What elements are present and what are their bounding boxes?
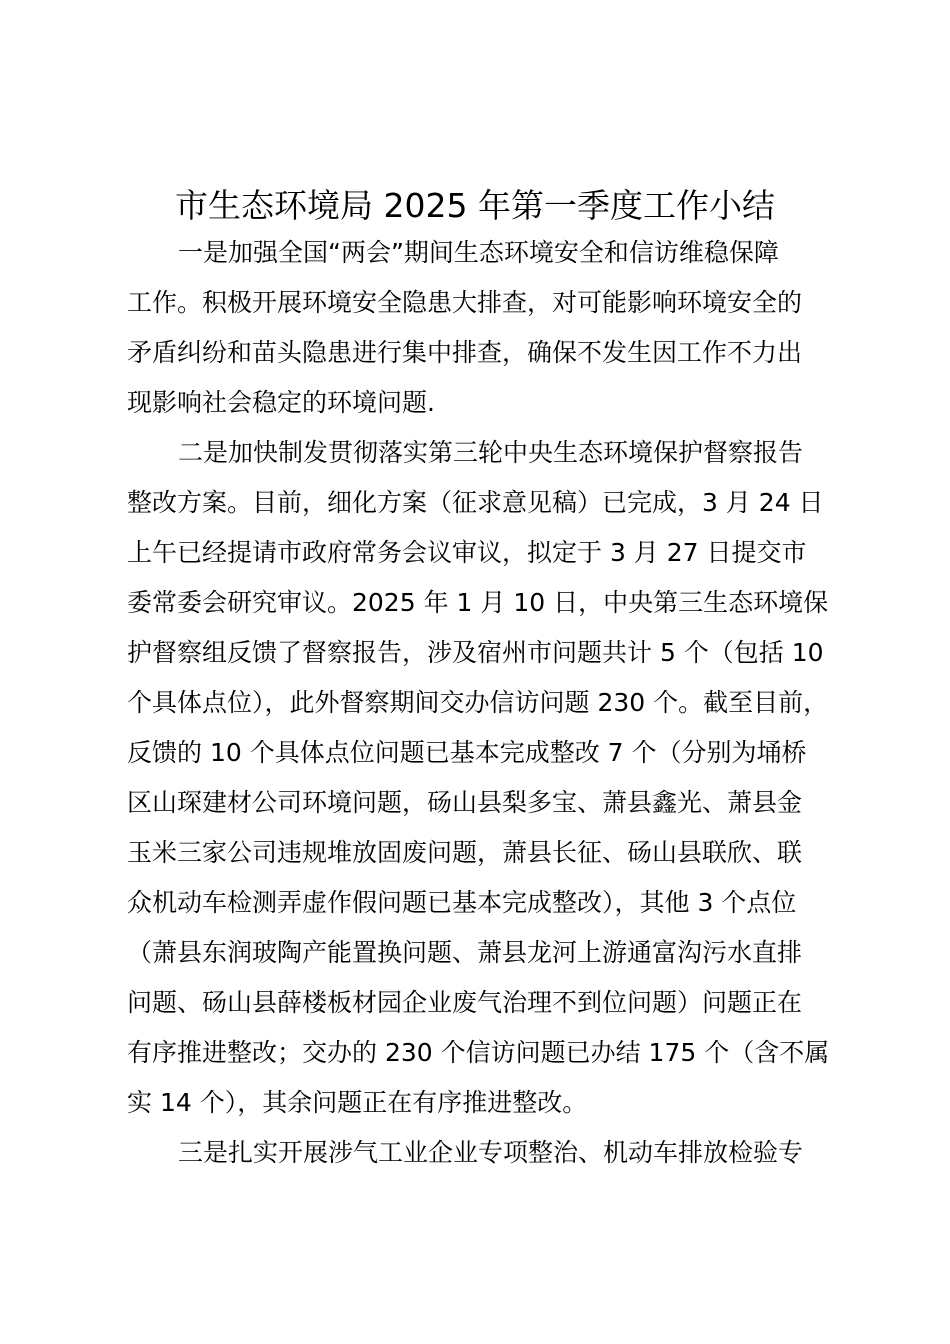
- paragraph-line: 个具体点位），此外督察期间交办信访问题 230 个。截至目前，: [127, 688, 829, 717]
- paragraph-line: 玉米三家公司违规堆放固废问题，萧县长征、砀山县联欣、联: [127, 838, 803, 867]
- paragraph-line: 有序推进整改；交办的 230 个信访问题已办结 175 个（含不属: [127, 1038, 830, 1067]
- paragraph-line: 护督察组反馈了督察报告，涉及宿州市问题共计 5 个（包括 10: [127, 638, 824, 667]
- paragraph-3: [127, 1128, 857, 1178]
- paragraph-line: 整改方案。目前，细化方案（征求意见稿）已完成，3 月 24 日: [127, 488, 824, 517]
- paragraph-1: [127, 228, 857, 428]
- paragraph-line: 二是加快制发贯彻落实第三轮中央生态环境保护督察报告: [178, 438, 804, 467]
- paragraph-line: 三是扎实开展涉气工业企业专项整治、机动车排放检验专: [178, 1138, 804, 1167]
- paragraph-line: 区山琛建材公司环境问题，砀山县梨多宝、萧县鑫光、萧县金: [127, 788, 803, 817]
- paragraph-line: （萧县东润玻陶产能置换问题、萧县龙河上游通富沟污水直排: [127, 938, 803, 967]
- paragraph-2: [127, 428, 857, 1128]
- paragraph-line: 众机动车检测弄虚作假问题已基本完成整改），其他 3 个点位: [127, 888, 797, 917]
- document-title: 市生态环境局 2025 年第一季度工作小结: [175, 186, 775, 225]
- paragraph-line: 委常委会研究审议。2025 年 1 月 10 日，中央第三生态环境保: [127, 588, 829, 617]
- paragraph-line: 工作。积极开展环境安全隐患大排查，对可能影响环境安全的: [127, 288, 803, 317]
- paragraph-line: 实 14 个），其余问题正在有序推进整改。: [127, 1088, 588, 1117]
- paragraph-line: 矛盾纠纷和苗头隐患进行集中排查，确保不发生因工作不力出: [127, 338, 803, 367]
- document-body: [127, 228, 857, 1178]
- paragraph-line: 反馈的 10 个具体点位问题已基本完成整改 7 个（分别为埇桥: [127, 738, 807, 767]
- paragraph-line: 问题、砀山县薛楼板材园企业废气治理不到位问题）问题正在: [127, 988, 803, 1017]
- paragraph-line: 上午已经提请市政府常务会议审议，拟定于 3 月 27 日提交市: [127, 538, 807, 567]
- paragraph-line: 一是加强全国“两会”期间生态环境安全和信访维稳保障: [178, 238, 779, 267]
- paragraph-line: 现影响社会稳定的环境问题.: [127, 388, 435, 417]
